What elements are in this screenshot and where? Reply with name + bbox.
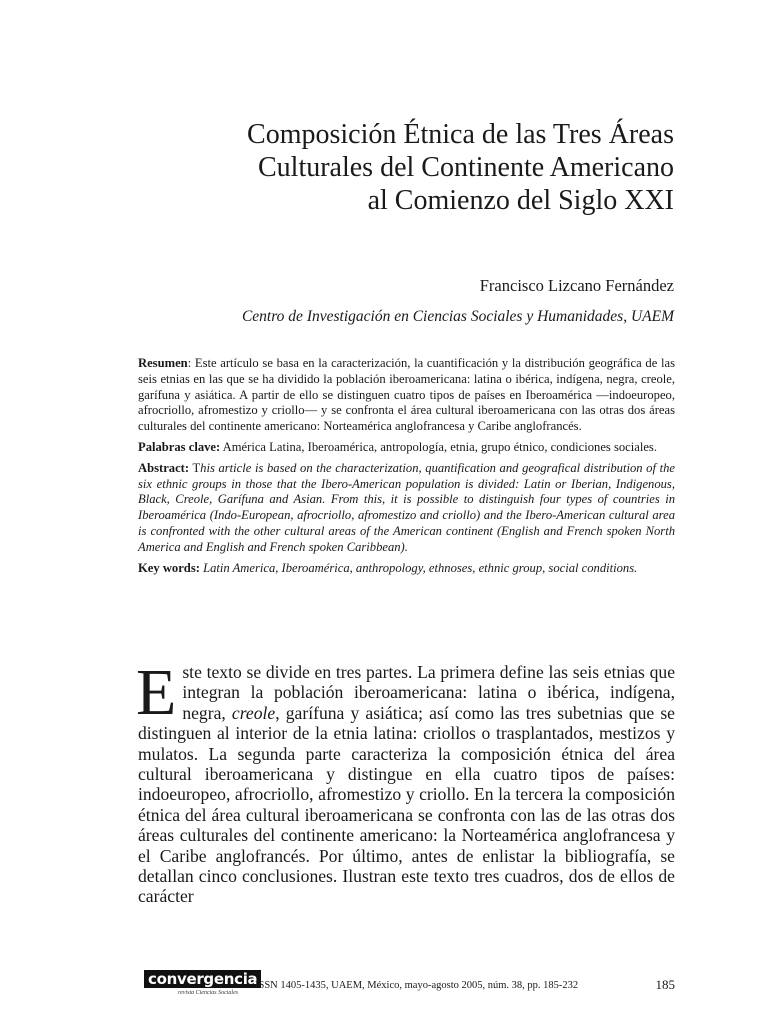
footer-citation: ISSN 1405-1435, UAEM, México, mayo-agosto 2005, núm. 38, pp. 185-232 bbox=[255, 980, 579, 991]
palabras-clave-label: Palabras clave: bbox=[138, 439, 221, 454]
body-text-part-2: , garífuna y asiática; así como las tres subetnias que se distinguen al interior de la etnia latina: criollos o trasplantados, mestizos y mulatos. La segunda parte caracteriza la composición étnica del área cultural iberoamericana y distingue en ella cuatro tipos de países: indoeuropeo, afrocriollo, afromestizo y criollo. En la tercera la composición étnica del área cultural iberoamericana se confronta con las de las otras dos áreas culturales del continente americano: la Norteamérica anglofrancesa y el Caribe anglofrancés. Por último, antes de enlistar la bibliografía, se detallan cinco conclusiones. Ilustran este texto tres cuadros, dos de ellos de carácter bbox=[138, 702, 675, 907]
resumen-text: : Este artículo se basa en la caracterización, la cuantificación y la distribución geográfica de las seis etnias en las que se ha dividido la población iberoamericana: latina o ibérica, indígena, negra, creole, garífuna y asiática. A partir de ello se distinguen cuatro tipos de países en Iberoamérica —indoeuropeo, afrocriollo, afromestizo y criollo— y se confronta el área cultural iberoamericana con las otras dos áreas culturales del continente americano: Norteamérica anglofrancesa y Caribe anglofrancés. bbox=[138, 356, 675, 434]
journal-logo bbox=[144, 970, 258, 1000]
abstract-section bbox=[138, 356, 675, 581]
abstract-lead: T bbox=[189, 460, 201, 475]
palabras-clave-paragraph bbox=[138, 440, 675, 456]
author-affiliation: Centro de Investigación en Ciencias Sociales y Humanidades, UAEM bbox=[241, 308, 674, 325]
page-footer bbox=[138, 970, 675, 1004]
key-words-text: Latin America, Iberoamérica, anthropology, ethnoses, ethnic group, social conditions. bbox=[199, 560, 638, 575]
key-words-paragraph bbox=[138, 561, 675, 577]
body-paragraph bbox=[136, 656, 675, 907]
title-line-1: Composición Étnica de las Tres Áreas bbox=[247, 119, 674, 150]
author-name: Francisco Lizcano Fernández bbox=[479, 276, 674, 295]
page-number: 185 bbox=[655, 977, 675, 992]
title-line-3: al Comienzo del Siglo XXI bbox=[367, 185, 674, 216]
resumen-paragraph bbox=[138, 356, 675, 435]
journal-logo-subtitle: revista Ciencias Sociales bbox=[178, 990, 239, 996]
title-line-2: Culturales del Continente Americano bbox=[257, 152, 674, 183]
palabras-clave-text: América Latina, Iberoamérica, antropología, etnia, grupo étnico, condiciones sociales. bbox=[220, 439, 657, 454]
drop-cap: E bbox=[136, 656, 177, 729]
abstract-paragraph bbox=[138, 461, 675, 556]
key-words-label: Key words: bbox=[138, 560, 200, 575]
body-italic-word: creole bbox=[231, 702, 276, 723]
resumen-label: Resumen bbox=[138, 356, 188, 370]
journal-logo-wordmark: convergencia bbox=[144, 970, 261, 988]
body-text-part-1: ste texto se divide en tres partes. La primera define las seis etnias que integran la población iberoamericana: latina o ibérica, indígena, negra, bbox=[182, 662, 675, 723]
abstract-label: Abstract: bbox=[138, 460, 190, 475]
article-title bbox=[154, 118, 674, 217]
abstract-text: his article is based on the characterization, quantification and geografical distribution of the six ethnic groups in those that the Ibero-American population is divided: Latin or Iberian, Indigenous, Black, Creole, Garífuna and Asian. From this, it is possible to distinguish four types of countries in Iberoamérica (Indo-European, afrocriollo, afromestizo and criollo) and the Ibero-American cultural area is confronted with the other cultural areas of the American continent (English and French spoken North America and English and French spoken Caribbean). bbox=[138, 460, 675, 554]
